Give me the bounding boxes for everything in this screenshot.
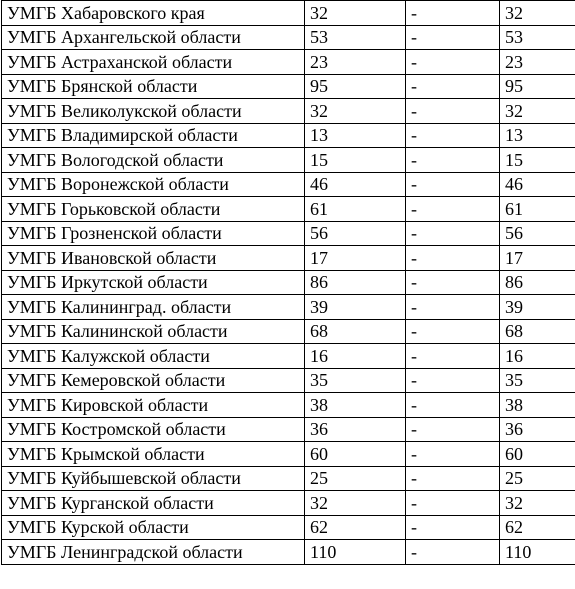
total-cell: 95 <box>500 74 575 99</box>
table-row <box>2 540 575 565</box>
table-row <box>2 197 575 222</box>
department-name-cell: УМГБ Вологодской области <box>2 148 305 173</box>
total-cell: 32 <box>500 1 575 26</box>
count-cell: 16 <box>305 344 406 369</box>
dash-cell: - <box>406 197 500 222</box>
department-name-cell: УМГБ Ленинградской области <box>2 540 305 565</box>
dash-cell: - <box>406 74 500 99</box>
total-cell: 32 <box>500 491 575 516</box>
count-cell: 61 <box>305 197 406 222</box>
dash-cell: - <box>406 515 500 540</box>
total-cell: 16 <box>500 344 575 369</box>
table-row <box>2 221 575 246</box>
department-name-cell: УМГБ Владимирской области <box>2 123 305 148</box>
table-row <box>2 25 575 50</box>
count-cell: 13 <box>305 123 406 148</box>
count-cell: 95 <box>305 74 406 99</box>
total-cell: 62 <box>500 515 575 540</box>
department-name-cell: УМГБ Астраханской области <box>2 50 305 75</box>
table-row <box>2 466 575 491</box>
total-cell: 35 <box>500 368 575 393</box>
dash-cell: - <box>406 123 500 148</box>
dash-cell: - <box>406 540 500 565</box>
dash-cell: - <box>406 319 500 344</box>
total-cell: 53 <box>500 25 575 50</box>
count-cell: 17 <box>305 246 406 271</box>
count-cell: 25 <box>305 466 406 491</box>
department-name-cell: УМГБ Кировской области <box>2 393 305 418</box>
count-cell: 32 <box>305 1 406 26</box>
dash-cell: - <box>406 344 500 369</box>
total-cell: 17 <box>500 246 575 271</box>
dash-cell: - <box>406 221 500 246</box>
department-name-cell: УМГБ Кемеровской области <box>2 368 305 393</box>
dash-cell: - <box>406 466 500 491</box>
total-cell: 36 <box>500 417 575 442</box>
count-cell: 60 <box>305 442 406 467</box>
table-row <box>2 442 575 467</box>
table-row <box>2 368 575 393</box>
records-table <box>1 0 575 565</box>
department-name-cell: УМГБ Калининской области <box>2 319 305 344</box>
count-cell: 56 <box>305 221 406 246</box>
total-cell: 13 <box>500 123 575 148</box>
dash-cell: - <box>406 295 500 320</box>
total-cell: 68 <box>500 319 575 344</box>
table-row <box>2 1 575 26</box>
count-cell: 110 <box>305 540 406 565</box>
count-cell: 32 <box>305 99 406 124</box>
total-cell: 56 <box>500 221 575 246</box>
dash-cell: - <box>406 368 500 393</box>
count-cell: 86 <box>305 270 406 295</box>
table-row <box>2 344 575 369</box>
records-table-body <box>2 1 575 565</box>
department-name-cell: УМГБ Курской области <box>2 515 305 540</box>
count-cell: 46 <box>305 172 406 197</box>
department-name-cell: УМГБ Калужской области <box>2 344 305 369</box>
total-cell: 86 <box>500 270 575 295</box>
dash-cell: - <box>406 393 500 418</box>
count-cell: 32 <box>305 491 406 516</box>
dash-cell: - <box>406 172 500 197</box>
department-name-cell: УМГБ Брянской области <box>2 74 305 99</box>
dash-cell: - <box>406 491 500 516</box>
total-cell: 15 <box>500 148 575 173</box>
department-name-cell: УМГБ Куйбышевской области <box>2 466 305 491</box>
table-row <box>2 172 575 197</box>
dash-cell: - <box>406 246 500 271</box>
total-cell: 38 <box>500 393 575 418</box>
department-name-cell: УМГБ Хабаровского края <box>2 1 305 26</box>
dash-cell: - <box>406 25 500 50</box>
total-cell: 25 <box>500 466 575 491</box>
total-cell: 23 <box>500 50 575 75</box>
table-row <box>2 50 575 75</box>
dash-cell: - <box>406 442 500 467</box>
table-row <box>2 148 575 173</box>
dash-cell: - <box>406 148 500 173</box>
count-cell: 15 <box>305 148 406 173</box>
dash-cell: - <box>406 1 500 26</box>
table-row <box>2 319 575 344</box>
table-row <box>2 99 575 124</box>
department-name-cell: УМГБ Иркутской области <box>2 270 305 295</box>
table-row <box>2 246 575 271</box>
department-name-cell: УМГБ Костромской области <box>2 417 305 442</box>
total-cell: 46 <box>500 172 575 197</box>
department-name-cell: УМГБ Крымской области <box>2 442 305 467</box>
dash-cell: - <box>406 99 500 124</box>
count-cell: 38 <box>305 393 406 418</box>
dash-cell: - <box>406 50 500 75</box>
total-cell: 39 <box>500 295 575 320</box>
count-cell: 62 <box>305 515 406 540</box>
total-cell: 61 <box>500 197 575 222</box>
department-name-cell: УМГБ Калининград. области <box>2 295 305 320</box>
total-cell: 60 <box>500 442 575 467</box>
table-row <box>2 295 575 320</box>
table-row <box>2 417 575 442</box>
table-row <box>2 515 575 540</box>
department-name-cell: УМГБ Воронежской области <box>2 172 305 197</box>
department-name-cell: УМГБ Архангельской области <box>2 25 305 50</box>
total-cell: 110 <box>500 540 575 565</box>
dash-cell: - <box>406 270 500 295</box>
department-name-cell: УМГБ Курганской области <box>2 491 305 516</box>
department-name-cell: УМГБ Великолукской области <box>2 99 305 124</box>
dash-cell: - <box>406 417 500 442</box>
table-row <box>2 491 575 516</box>
table-row <box>2 393 575 418</box>
department-name-cell: УМГБ Грозненской области <box>2 221 305 246</box>
table-row <box>2 270 575 295</box>
table-row <box>2 74 575 99</box>
count-cell: 36 <box>305 417 406 442</box>
count-cell: 68 <box>305 319 406 344</box>
department-name-cell: УМГБ Горьковской области <box>2 197 305 222</box>
total-cell: 32 <box>500 99 575 124</box>
count-cell: 53 <box>305 25 406 50</box>
count-cell: 39 <box>305 295 406 320</box>
department-name-cell: УМГБ Ивановской области <box>2 246 305 271</box>
count-cell: 35 <box>305 368 406 393</box>
table-row <box>2 123 575 148</box>
count-cell: 23 <box>305 50 406 75</box>
